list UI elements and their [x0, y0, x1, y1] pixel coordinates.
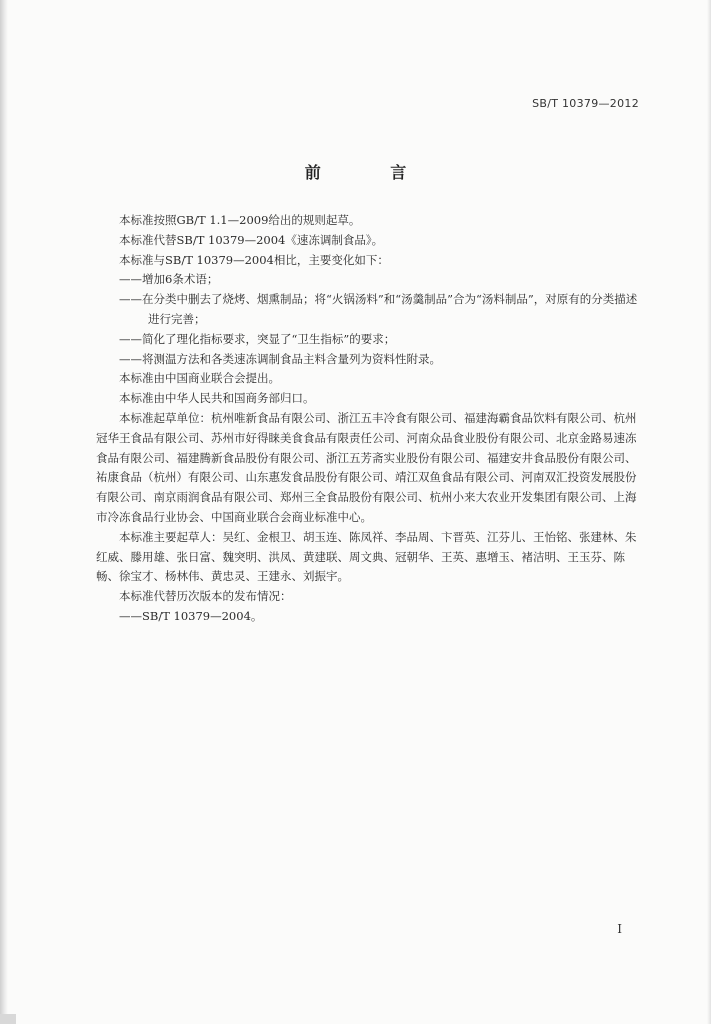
- standard-code-header: SB/T 10379—2012: [532, 97, 639, 110]
- paragraph-proposed-by: 本标准由中国商业联合会提出。: [119, 371, 280, 386]
- scan-corner-mark: [0, 1014, 16, 1024]
- page-number: I: [617, 922, 622, 936]
- scan-right-edge: [707, 0, 711, 1024]
- change-item-classification: ——在分类中删去了烧烤、烟熏制品；将“火锅汤料”和“汤羹制品”合为“汤料制品”，对原有的分类描述进行完善；: [119, 292, 638, 326]
- scan-left-edge: [0, 0, 8, 1024]
- paragraph-drafting-rules: 本标准按照GB/T 1.1—2009给出的规则起草。: [119, 213, 361, 227]
- paragraph-previous-editions: 本标准代替历次版本的发布情况：: [119, 589, 292, 604]
- change-item-terms: ——增加6条术语；: [119, 272, 219, 287]
- foreword-body: [96, 211, 646, 627]
- paragraph-replaces: 本标准代替SB/T 10379—2004《速冻调制食品》。: [119, 232, 384, 247]
- paragraph-drafters: 本标准主要起草人：吴红、金根卫、胡玉连、陈凤祥、李品周、卞晋英、江芬儿、王怡铭、张建林、朱红威、滕用雄、张日富、魏突明、洪凤、黄建联、周文典、冠朝华、王英、惠增玉、褚洁明、王玉芬、陈畅、徐宝才、杨林伟、黄忠灵、王建永、刘振宇。: [96, 529, 637, 584]
- paragraph-changes-intro: 本标准与SB/T 10379—2004相比，主要变化如下：: [119, 252, 389, 267]
- paragraph-under-jurisdiction: 本标准由中华人民共和国商务部归口。: [119, 391, 315, 406]
- page-title: 前 言: [304, 163, 439, 182]
- paragraph-drafting-units: 本标准起草单位：杭州唯新食品有限公司、浙江五丰冷食有限公司、福建海霸食品饮料有限公司、杭州冠华王食品有限公司、苏州市好得睐美食食品有限责任公司、河南众品食业股份有限公司、北京金路易速冻食品有限公司、福建腾新食品股份有限公司、浙江五芳斋实业股份有限公司、福建安井食品股份有限公司、祐康食品（杭州）有限公司、山东惠发食品股份有限公司、靖江双鱼食品有限公司、河南双汇投资发展股份有限公司、南京雨润食品有限公司、郑州三全食品股份有限公司、杭州小来大农业开发集团有限公司、上海市冷冻食品行业协会、中国商业联合会商业标准中心。: [96, 410, 637, 524]
- previous-edition-item: ——SB/T 10379—2004。: [119, 608, 263, 623]
- change-item-indicators: ——简化了理化指标要求，突显了“卫生指标”的要求；: [119, 331, 396, 346]
- change-item-appendix: ——将测温方法和各类速冻调制食品主料含量列为资料性附录。: [119, 351, 441, 366]
